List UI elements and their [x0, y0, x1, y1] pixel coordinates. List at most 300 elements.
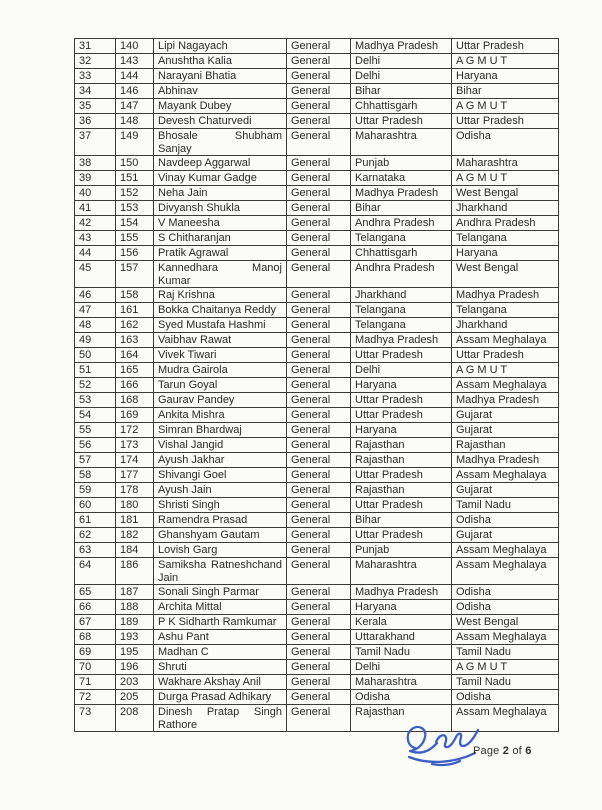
cell-name: S Chitharanjan — [154, 231, 287, 246]
cell-state_b: Odisha — [452, 600, 559, 615]
signature-scribble — [400, 712, 492, 768]
cell-category: General — [287, 558, 351, 585]
cell-sl: 66 — [75, 600, 116, 615]
cell-sl: 36 — [75, 114, 116, 129]
cell-name: Kannedhara Manoj Kumar — [154, 261, 287, 288]
cell-state_b: Haryana — [452, 69, 559, 84]
cell-category: General — [287, 288, 351, 303]
cell-name: Shristi Singh — [154, 498, 287, 513]
table-row — [75, 201, 559, 216]
cell-sl: 52 — [75, 378, 116, 393]
cell-no: 152 — [116, 186, 154, 201]
table-row — [75, 231, 559, 246]
cell-state_a: Delhi — [351, 363, 452, 378]
cell-state_a: Uttar Pradesh — [351, 528, 452, 543]
signature-stroke — [408, 727, 437, 753]
cell-name: P K Sidharth Ramkumar — [154, 615, 287, 630]
cell-no: 157 — [116, 261, 154, 288]
table-row — [75, 261, 559, 288]
cell-category: General — [287, 363, 351, 378]
cell-no: 149 — [116, 129, 154, 156]
cell-state_a: Rajasthan — [351, 483, 452, 498]
cell-name: Raj Krishna — [154, 288, 287, 303]
cell-state_a: Maharashtra — [351, 675, 452, 690]
table-row — [75, 303, 559, 318]
cell-no: 187 — [116, 585, 154, 600]
cell-category: General — [287, 186, 351, 201]
table-row — [75, 318, 559, 333]
cell-state_a: Uttar Pradesh — [351, 468, 452, 483]
cell-name: Samiksha Ratneshchand Jain — [154, 558, 287, 585]
cell-name: Devesh Chaturvedi — [154, 114, 287, 129]
cell-no: 208 — [116, 705, 154, 732]
cell-name: Shivangi Goel — [154, 468, 287, 483]
cell-sl: 56 — [75, 438, 116, 453]
cell-category: General — [287, 156, 351, 171]
cell-name: Ramendra Prasad — [154, 513, 287, 528]
cell-name: Anushtha Kalia — [154, 54, 287, 69]
cell-no: 156 — [116, 246, 154, 261]
cell-state_b: Assam Meghalaya — [452, 705, 559, 732]
cell-state_b: Maharashtra — [452, 156, 559, 171]
cell-no: 162 — [116, 318, 154, 333]
cell-state_b: Gujarat — [452, 483, 559, 498]
table-row — [75, 615, 559, 630]
cell-category: General — [287, 303, 351, 318]
cell-category: General — [287, 408, 351, 423]
cell-sl: 55 — [75, 423, 116, 438]
cell-sl: 50 — [75, 348, 116, 363]
cell-sl: 45 — [75, 261, 116, 288]
cell-sl: 33 — [75, 69, 116, 84]
cell-category: General — [287, 54, 351, 69]
cell-category: General — [287, 615, 351, 630]
cell-category: General — [287, 438, 351, 453]
cell-no: 188 — [116, 600, 154, 615]
cell-state_b: Odisha — [452, 513, 559, 528]
table-row — [75, 675, 559, 690]
cell-state_b: Uttar Pradesh — [452, 348, 559, 363]
cell-no: 155 — [116, 231, 154, 246]
cell-category: General — [287, 585, 351, 600]
cell-name: Neha Jain — [154, 186, 287, 201]
table-row — [75, 99, 559, 114]
cell-state_b: Jharkhand — [452, 201, 559, 216]
cell-state_b: West Bengal — [452, 186, 559, 201]
table-row — [75, 423, 559, 438]
cell-category: General — [287, 69, 351, 84]
table-row — [75, 438, 559, 453]
cell-category: General — [287, 318, 351, 333]
cell-no: 140 — [116, 39, 154, 54]
cell-state_b: Gujarat — [452, 408, 559, 423]
cell-state_b: A G M U T — [452, 171, 559, 186]
cell-state_a: Rajasthan — [351, 438, 452, 453]
cell-sl: 48 — [75, 318, 116, 333]
cell-state_b: Assam Meghalaya — [452, 468, 559, 483]
cell-name: Pratik Agrawal — [154, 246, 287, 261]
cell-name: Divyansh Shukla — [154, 201, 287, 216]
cell-state_a: Andhra Pradesh — [351, 216, 452, 231]
cell-category: General — [287, 423, 351, 438]
cell-state_b: Assam Meghalaya — [452, 378, 559, 393]
cell-no: 163 — [116, 333, 154, 348]
cell-state_b: Odisha — [452, 690, 559, 705]
cell-state_b: Gujarat — [452, 423, 559, 438]
cell-sl: 54 — [75, 408, 116, 423]
table-row — [75, 690, 559, 705]
table-row — [75, 39, 559, 54]
cell-sl: 53 — [75, 393, 116, 408]
cell-state_b: West Bengal — [452, 615, 559, 630]
cell-no: 180 — [116, 498, 154, 513]
cell-state_a: Punjab — [351, 543, 452, 558]
cell-state_b: Assam Meghalaya — [452, 333, 559, 348]
cell-category: General — [287, 333, 351, 348]
cell-state_b: A G M U T — [452, 99, 559, 114]
cell-no: 168 — [116, 393, 154, 408]
cell-state_a: Madhya Pradesh — [351, 186, 452, 201]
cell-no: 158 — [116, 288, 154, 303]
table-row — [75, 216, 559, 231]
cell-name: Ayush Jain — [154, 483, 287, 498]
cell-category: General — [287, 675, 351, 690]
cell-name: Mayank Dubey — [154, 99, 287, 114]
cell-name: Bhosale Shubham Sanjay — [154, 129, 287, 156]
table-row — [75, 129, 559, 156]
cell-sl: 57 — [75, 453, 116, 468]
cell-no: 196 — [116, 660, 154, 675]
cell-sl: 72 — [75, 690, 116, 705]
cell-state_a: Chhattisgarh — [351, 99, 452, 114]
cell-no: 173 — [116, 438, 154, 453]
cell-sl: 40 — [75, 186, 116, 201]
cell-no: 161 — [116, 303, 154, 318]
cell-state_b: Rajasthan — [452, 438, 559, 453]
cell-name: Narayani Bhatia — [154, 69, 287, 84]
signature-underline — [409, 753, 475, 762]
candidates-table — [74, 38, 559, 732]
cell-state_b: A G M U T — [452, 363, 559, 378]
cell-category: General — [287, 99, 351, 114]
cell-category: General — [287, 348, 351, 363]
cell-sl: 71 — [75, 675, 116, 690]
cell-no: 205 — [116, 690, 154, 705]
cell-sl: 58 — [75, 468, 116, 483]
cell-no: 189 — [116, 615, 154, 630]
cell-sl: 39 — [75, 171, 116, 186]
cell-state_a: Haryana — [351, 423, 452, 438]
cell-no: 174 — [116, 453, 154, 468]
cell-state_a: Bihar — [351, 513, 452, 528]
cell-state_b: West Bengal — [452, 261, 559, 288]
cell-category: General — [287, 483, 351, 498]
cell-state_a: Chhattisgarh — [351, 246, 452, 261]
cell-state_a: Telangana — [351, 303, 452, 318]
cell-no: 147 — [116, 99, 154, 114]
cell-state_a: Haryana — [351, 378, 452, 393]
table-row — [75, 54, 559, 69]
table-row — [75, 453, 559, 468]
cell-state_a: Karnataka — [351, 171, 452, 186]
cell-name: Syed Mustafa Hashmi — [154, 318, 287, 333]
cell-state_b: Telangana — [452, 231, 559, 246]
cell-sl: 42 — [75, 216, 116, 231]
cell-category: General — [287, 201, 351, 216]
page-of-label: of — [512, 745, 522, 757]
cell-state_b: Tamil Nadu — [452, 675, 559, 690]
cell-category: General — [287, 84, 351, 99]
cell-sl: 35 — [75, 99, 116, 114]
cell-no: 143 — [116, 54, 154, 69]
page-total: 6 — [525, 745, 532, 757]
table-row — [75, 660, 559, 675]
table-row — [75, 393, 559, 408]
cell-sl: 70 — [75, 660, 116, 675]
cell-name: Wakhare Akshay Anil — [154, 675, 287, 690]
table-row — [75, 513, 559, 528]
cell-name: Dinesh Pratap Singh Rathore — [154, 705, 287, 732]
cell-state_a: Telangana — [351, 318, 452, 333]
cell-name: Tarun Goyal — [154, 378, 287, 393]
cell-state_a: Tamil Nadu — [351, 645, 452, 660]
cell-no: 172 — [116, 423, 154, 438]
cell-category: General — [287, 246, 351, 261]
cell-category: General — [287, 690, 351, 705]
cell-category: General — [287, 498, 351, 513]
cell-name: Navdeep Aggarwal — [154, 156, 287, 171]
cell-state_b: Haryana — [452, 246, 559, 261]
cell-category: General — [287, 600, 351, 615]
cell-state_a: Madhya Pradesh — [351, 333, 452, 348]
cell-sl: 65 — [75, 585, 116, 600]
cell-state_a: Uttar Pradesh — [351, 498, 452, 513]
cell-no: 193 — [116, 630, 154, 645]
cell-category: General — [287, 468, 351, 483]
cell-sl: 41 — [75, 201, 116, 216]
cell-no: 181 — [116, 513, 154, 528]
signature-stroke — [436, 730, 478, 747]
cell-state_b: Telangana — [452, 303, 559, 318]
cell-state_a: Bihar — [351, 84, 452, 99]
cell-no: 144 — [116, 69, 154, 84]
cell-category: General — [287, 129, 351, 156]
cell-state_b: Madhya Pradesh — [452, 288, 559, 303]
table-row — [75, 585, 559, 600]
cell-state_b: Madhya Pradesh — [452, 453, 559, 468]
cell-category: General — [287, 378, 351, 393]
cell-state_a: Punjab — [351, 156, 452, 171]
cell-name: Simran Bhardwaj — [154, 423, 287, 438]
cell-sl: 46 — [75, 288, 116, 303]
cell-name: Durga Prasad Adhikary — [154, 690, 287, 705]
cell-sl: 67 — [75, 615, 116, 630]
table-row — [75, 630, 559, 645]
cell-no: 169 — [116, 408, 154, 423]
cell-no: 182 — [116, 528, 154, 543]
cell-name: Sonali Singh Parmar — [154, 585, 287, 600]
cell-state_b: A G M U T — [452, 54, 559, 69]
cell-name: Bokka Chaitanya Reddy — [154, 303, 287, 318]
table-row — [75, 186, 559, 201]
cell-name: Ghanshyam Gautam — [154, 528, 287, 543]
cell-name: Vinay Kumar Gadge — [154, 171, 287, 186]
table-row — [75, 288, 559, 303]
cell-state_b: Tamil Nadu — [452, 645, 559, 660]
cell-category: General — [287, 660, 351, 675]
cell-no: 166 — [116, 378, 154, 393]
table-row — [75, 114, 559, 129]
cell-state_b: Uttar Pradesh — [452, 39, 559, 54]
cell-no: 153 — [116, 201, 154, 216]
cell-state_a: Uttar Pradesh — [351, 393, 452, 408]
cell-state_a: Delhi — [351, 660, 452, 675]
cell-name: Ashu Pant — [154, 630, 287, 645]
cell-category: General — [287, 171, 351, 186]
cell-state_a: Uttarakhand — [351, 630, 452, 645]
cell-name: Archita Mittal — [154, 600, 287, 615]
cell-sl: 44 — [75, 246, 116, 261]
table-row — [75, 498, 559, 513]
cell-state_b: Assam Meghalaya — [452, 630, 559, 645]
cell-state_b: Gujarat — [452, 528, 559, 543]
cell-name: Vishal Jangid — [154, 438, 287, 453]
table-row — [75, 468, 559, 483]
cell-name: Lipi Nagayach — [154, 39, 287, 54]
cell-sl: 37 — [75, 129, 116, 156]
cell-category: General — [287, 645, 351, 660]
cell-state_a: Rajasthan — [351, 705, 452, 732]
table-row — [75, 171, 559, 186]
cell-sl: 32 — [75, 54, 116, 69]
cell-sl: 62 — [75, 528, 116, 543]
cell-no: 148 — [116, 114, 154, 129]
cell-state_a: Uttar Pradesh — [351, 348, 452, 363]
cell-state_a: Maharashtra — [351, 129, 452, 156]
cell-name: Abhinav — [154, 84, 287, 99]
cell-name: Mudra Gairola — [154, 363, 287, 378]
table-body — [75, 39, 559, 732]
cell-state_b: Odisha — [452, 129, 559, 156]
cell-category: General — [287, 261, 351, 288]
cell-state_a: Telangana — [351, 231, 452, 246]
table-row — [75, 156, 559, 171]
cell-state_b: Andhra Pradesh — [452, 216, 559, 231]
cell-name: Gaurav Pandey — [154, 393, 287, 408]
cell-name: Ayush Jakhar — [154, 453, 287, 468]
cell-sl: 34 — [75, 84, 116, 99]
table-row — [75, 528, 559, 543]
cell-category: General — [287, 231, 351, 246]
cell-name: Madhan C — [154, 645, 287, 660]
cell-state_b: Tamil Nadu — [452, 498, 559, 513]
cell-state_a: Delhi — [351, 54, 452, 69]
cell-sl: 47 — [75, 303, 116, 318]
cell-sl: 38 — [75, 156, 116, 171]
cell-state_a: Maharashtra — [351, 558, 452, 585]
cell-name: Shruti — [154, 660, 287, 675]
cell-sl: 59 — [75, 483, 116, 498]
cell-name: Lovish Garg — [154, 543, 287, 558]
cell-state_b: Bihar — [452, 84, 559, 99]
cell-sl: 63 — [75, 543, 116, 558]
cell-name: Vaibhav Rawat — [154, 333, 287, 348]
cell-sl: 73 — [75, 705, 116, 732]
cell-name: Vivek Tiwari — [154, 348, 287, 363]
cell-no: 177 — [116, 468, 154, 483]
cell-state_a: Kerala — [351, 615, 452, 630]
table-row — [75, 246, 559, 261]
table-row — [75, 378, 559, 393]
cell-state_b: Uttar Pradesh — [452, 114, 559, 129]
cell-name: Ankita Mishra — [154, 408, 287, 423]
cell-sl: 68 — [75, 630, 116, 645]
table-row — [75, 69, 559, 84]
cell-no: 164 — [116, 348, 154, 363]
table-row — [75, 333, 559, 348]
cell-state_a: Jharkhand — [351, 288, 452, 303]
cell-no: 195 — [116, 645, 154, 660]
cell-no: 165 — [116, 363, 154, 378]
table-row — [75, 558, 559, 585]
cell-state_b: Assam Meghalaya — [452, 543, 559, 558]
cell-no: 203 — [116, 675, 154, 690]
cell-state_a: Delhi — [351, 69, 452, 84]
cell-category: General — [287, 39, 351, 54]
cell-sl: 61 — [75, 513, 116, 528]
cell-state_a: Rajasthan — [351, 453, 452, 468]
cell-no: 154 — [116, 216, 154, 231]
cell-sl: 60 — [75, 498, 116, 513]
table-row — [75, 348, 559, 363]
cell-state_a: Madhya Pradesh — [351, 585, 452, 600]
table-row — [75, 363, 559, 378]
cell-sl: 43 — [75, 231, 116, 246]
page-number-label — [473, 745, 532, 757]
cell-category: General — [287, 114, 351, 129]
page-number: 2 — [502, 745, 510, 757]
cell-no: 184 — [116, 543, 154, 558]
cell-sl: 51 — [75, 363, 116, 378]
cell-state_a: Uttar Pradesh — [351, 408, 452, 423]
cell-name: V Maneesha — [154, 216, 287, 231]
cell-sl: 64 — [75, 558, 116, 585]
cell-category: General — [287, 393, 351, 408]
cell-state_b: A G M U T — [452, 660, 559, 675]
cell-sl: 31 — [75, 39, 116, 54]
cell-category: General — [287, 528, 351, 543]
cell-category: General — [287, 705, 351, 732]
cell-category: General — [287, 513, 351, 528]
table-row — [75, 543, 559, 558]
cell-no: 150 — [116, 156, 154, 171]
cell-category: General — [287, 216, 351, 231]
cell-state_b: Odisha — [452, 585, 559, 600]
table-row — [75, 408, 559, 423]
cell-no: 146 — [116, 84, 154, 99]
table-row — [75, 84, 559, 99]
cell-state_a: Uttar Pradesh — [351, 114, 452, 129]
cell-state_b: Jharkhand — [452, 318, 559, 333]
cell-category: General — [287, 453, 351, 468]
cell-no: 178 — [116, 483, 154, 498]
cell-no: 186 — [116, 558, 154, 585]
table-row — [75, 600, 559, 615]
table-row — [75, 483, 559, 498]
cell-no: 151 — [116, 171, 154, 186]
cell-state_b: Madhya Pradesh — [452, 393, 559, 408]
cell-state_a: Bihar — [351, 201, 452, 216]
